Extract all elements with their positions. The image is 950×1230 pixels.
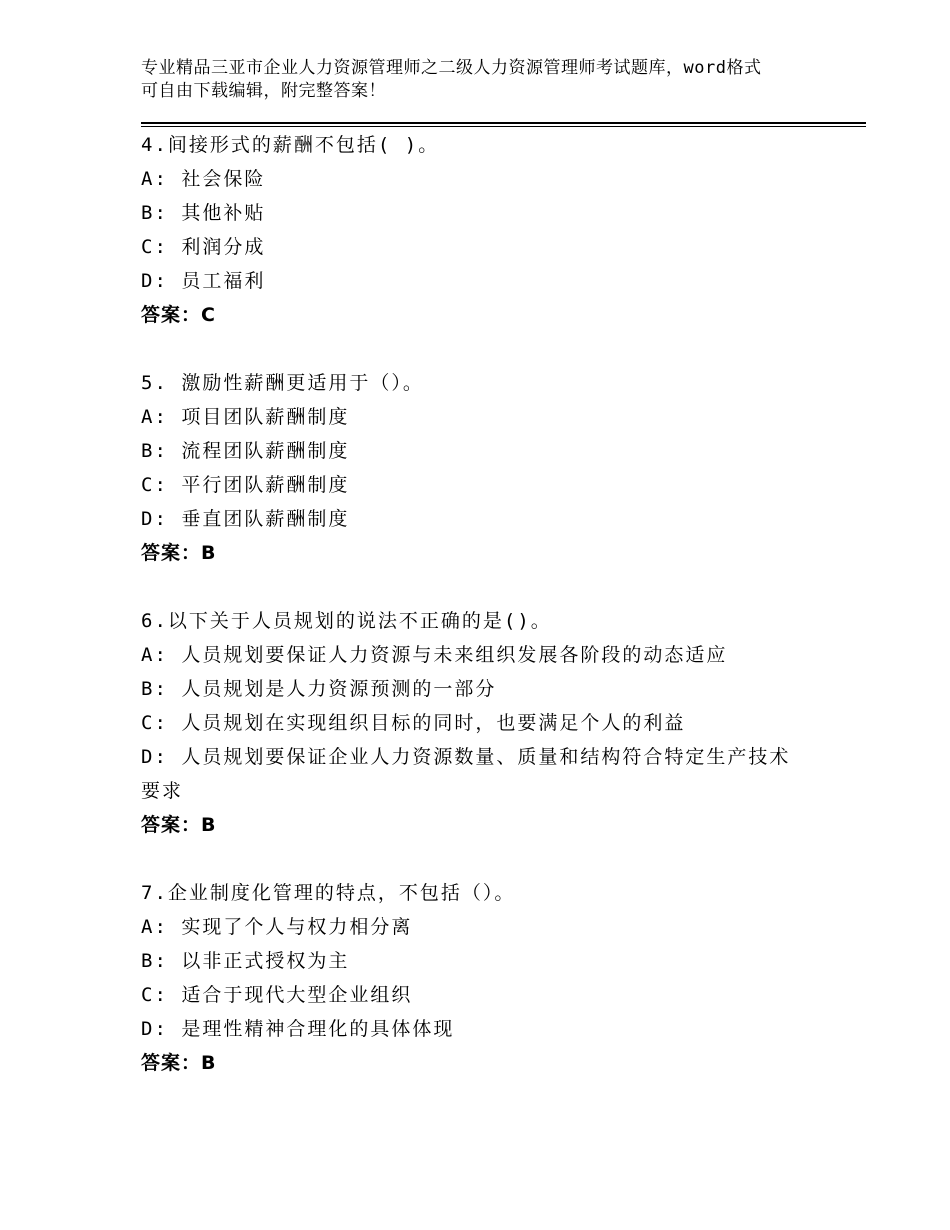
- header-divider-thin: [141, 126, 866, 127]
- question-5: [141, 366, 841, 570]
- option-d: D: 垂直团队薪酬制度: [141, 508, 350, 530]
- option-b: B: 人员规划是人力资源预测的一部分: [141, 678, 497, 700]
- option-a: A: 项目团队薪酬制度: [141, 406, 350, 428]
- option-b: B: 其他补贴: [141, 202, 266, 224]
- option-d: D: 员工福利: [141, 270, 266, 292]
- header-line-1: 专业精品三亚市企业人力资源管理师之二级人力资源管理师考试题库，word格式: [141, 58, 762, 78]
- option-c: C: 人员规划在实现组织目标的同时，也要满足个人的利益: [141, 712, 686, 734]
- option-a: A: 实现了个人与权力相分离: [141, 916, 413, 938]
- answer-label: 答案：B: [141, 1052, 217, 1074]
- answer-label: 答案：B: [141, 542, 217, 564]
- option-b: B: 流程团队薪酬制度: [141, 440, 350, 462]
- option-a: A: 人员规划要保证人力资源与未来组织发展各阶段的动态适应: [141, 644, 728, 666]
- question-stem: 7.企业制度化管理的特点，不包括（）。: [141, 882, 516, 904]
- option-c: C: 利润分成: [141, 236, 266, 258]
- option-d: D: 是理性精神合理化的具体体现: [141, 1018, 455, 1040]
- header-line-2: 可自由下载编辑，附完整答案！: [141, 81, 386, 101]
- header-divider-thick: [141, 122, 866, 124]
- question-spacer: [141, 570, 841, 604]
- question-7: [141, 876, 841, 1080]
- question-4: [141, 128, 841, 332]
- question-spacer: [141, 332, 841, 366]
- document-header: [141, 57, 811, 103]
- question-stem: 6.以下关于人员规划的说法不正确的是()。: [141, 610, 552, 632]
- option-d: D: 人员规划要保证企业人力资源数量、质量和结构符合特定生产技术要求: [141, 746, 791, 802]
- question-stem: 5. 激励性薪酬更适用于（）。: [141, 372, 424, 394]
- answer-label: 答案：B: [141, 814, 217, 836]
- question-spacer: [141, 842, 841, 876]
- question-list: [141, 128, 841, 1080]
- option-a: A: 社会保险: [141, 168, 266, 190]
- option-c: C: 适合于现代大型企业组织: [141, 984, 413, 1006]
- question-6: [141, 604, 841, 842]
- question-stem: 4.间接形式的薪酬不包括( )。: [141, 134, 440, 156]
- answer-label: 答案：C: [141, 304, 216, 326]
- option-c: C: 平行团队薪酬制度: [141, 474, 350, 496]
- option-b: B: 以非正式授权为主: [141, 950, 350, 972]
